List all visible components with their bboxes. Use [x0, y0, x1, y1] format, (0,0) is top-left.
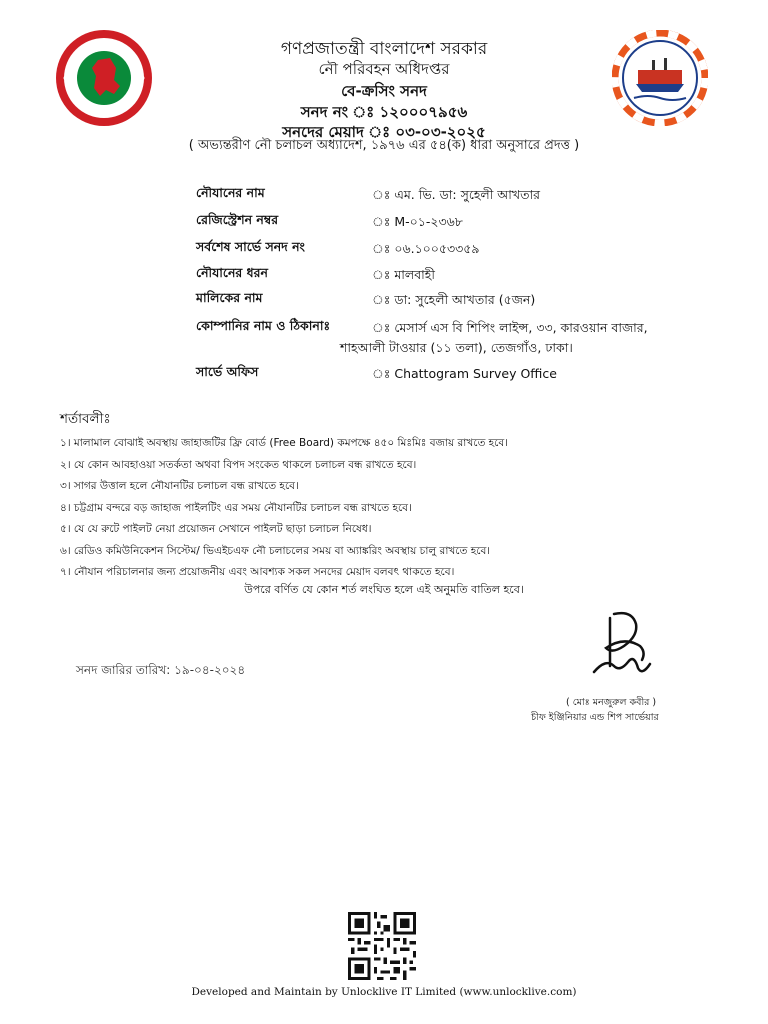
certificate-number: সনদ নং ঃ ১২০০০৭৯৫৬ — [300, 103, 468, 121]
company-value: ঃ মেসার্স এস বি শিপিং লাইন্স, ৩৩, কারওয়ান বাজার, শাহআলী টাওয়ার (১১ তলা), তেজগাঁও, ঢাকা। — [340, 320, 648, 355]
vessel-name-label: নৌযানের নাম — [196, 185, 265, 200]
condition-item: ৫। যে যে রুটে পাইলট নেয়া প্রয়োজন সেখানে পাইলট ছাড়া চলাচল নিষেধ। — [60, 523, 372, 535]
vessel-type-label: নৌযানের ধরন — [196, 265, 268, 280]
last-survey-certificate-label: সর্বশেষ সার্ভে সনদ নং — [196, 239, 305, 254]
survey-office-label: সার্ভে অফিস — [196, 364, 259, 379]
survey-office-value: ঃ Chattogram Survey Office — [372, 366, 557, 381]
vessel-name-value: ঃ এম. ভি. ডা: সুহেলী আখতার — [372, 187, 540, 202]
owner-name-value: ঃ ডা: সুহেলী আখতার (৫জন) — [372, 292, 536, 307]
condition-item: ৭। নৌযান পরিচালনার জন্য প্রয়োজনীয় এবং আবশ্যক সকল সনদের মেয়াদ বলবৎ থাকতে হবে। — [60, 566, 455, 578]
certificate-validity: সনদের মেয়াদ ঃ ০৩-০৩-২০২৫ — [282, 123, 486, 141]
registration-number-value: ঃ M-০১-২৩৬৮ — [372, 214, 463, 229]
condition-item: ৩। সাগর উত্তাল হলে নৌযানটির চলাচল বন্ধ রাখতে হবে। — [60, 480, 299, 492]
department-name: নৌ পরিবহন অধিদপ্তর — [318, 60, 450, 78]
condition-item: ২। যে কোন আবহাওয়া সতর্কতা অথবা বিপদ সংকেত থাকলে চলাচল বন্ধ রাখতে হবে। — [60, 458, 417, 471]
signatory-name: ( মোঃ মনজুরুল কবীর ) — [566, 697, 657, 708]
government-name: গণপ্রজাতন্ত্রী বাংলাদেশ সরকার — [280, 39, 488, 59]
condition-item: ৪। চট্টগ্রাম বন্দরে বড় জাহাজ পাইলটিং এর সময় নৌযানটির চলাচল বন্ধ রাখতে হবে। — [60, 501, 412, 514]
owner-name-label: মালিকের নাম — [196, 290, 263, 305]
condition-item: ১। মালামাল বোঝাই অবস্থায় জাহাজটির ফ্রি বোর্ড (Free Board) কমপক্ষে ৪৫০ মিঃমিঃ বজায় রাখতে হবে। — [60, 437, 509, 449]
developer-credit: Developed and Maintain by Unlocklive IT Limited (www.unlocklive.com) — [191, 986, 577, 998]
signatory-title: চীফ ইঞ্জিনিয়ার এন্ড শিপ সার্ভেয়ার — [531, 712, 659, 723]
last-survey-certificate-value: ঃ ০৬.১০০৫৩৩৫৯ — [372, 241, 480, 256]
document-title: বে-ক্রসিং সনদ — [341, 82, 427, 100]
vessel-type-value: ঃ মালবাহী — [372, 267, 435, 282]
condition-item: ৬। রেডিও কমিউনিকেশন সিস্টেম/ ভিএইচএফ নৌ চলাচলের সময় বা অ্যাঙ্করিং অবস্থায় চালু রাখতে হবে। — [60, 544, 491, 557]
ordinance-reference: ( অভ্যন্তরীণ নৌ চলাচল অধ্যাদেশ, ১৯৭৬ এর ৫৪(ক) ধারা অনুসারে প্রদত্ত ) — [188, 138, 580, 153]
conditions-heading: শর্তাবলীঃ — [60, 411, 111, 427]
issue-date: সনদ জারির তারিখ: ১৯-০৪-২০২৪ — [76, 663, 246, 677]
company-label: কোম্পানির নাম ও ঠিকানাঃ — [196, 318, 331, 333]
signature — [584, 606, 660, 682]
qr-code — [348, 912, 416, 980]
conditions-note: উপরে বর্ণিত যে কোন শর্ত লংঘিত হলে এই অনুমতি বাতিল হবে। — [244, 583, 524, 596]
conditions-list — [60, 433, 740, 584]
registration-number-label: রেজিস্ট্রেশন নম্বর — [196, 212, 279, 227]
